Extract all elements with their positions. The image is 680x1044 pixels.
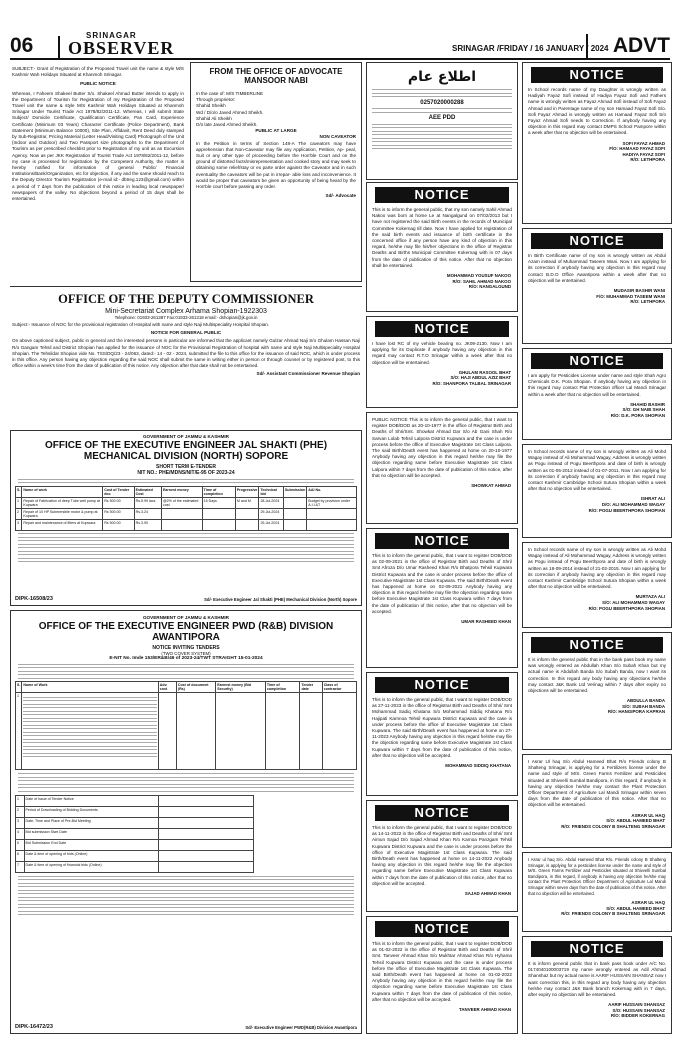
notice-signature: R/O: FRIENDS COLONY B SHALTENG SRINAGAR [561,823,665,829]
notice-body: In Birth Certificate name of my son is wrongly written as Abdul Azam instead of Muhammad Taseem Wani. Now I am applying for its correction if anybody having any objection in this regard may contact B.D.O Office Awantipora within a week after that no objection will be entertained. [528,253,666,283]
notice-heading: NOTICE [375,805,509,821]
notice-signature: R/O: SHANPORA TALBAL SRINAGAR [432,381,511,386]
notice-heading: NOTICE [531,233,663,249]
advocate-line: Shahid Ali Sheikh [196,115,232,121]
phe-tender [10,430,362,606]
notice-signature: F/O: HAMAAD FAYAZ SOFI [609,146,665,152]
phe-govt: GOVERNMENT OF JAMMU & KASHMIR [142,434,229,439]
phe-nit: NIT NO.: PHE/MDNS/NIT/E-95 OF 2023-24 [137,470,235,476]
table-header: AAI No. [307,486,357,497]
table-row: 1 [16,693,357,770]
table-header: Time of completion [265,682,300,693]
notice-school-sofi [522,62,672,224]
notice-heading: NOTICE [531,67,663,83]
notice-signature: TANVEER AHMAD KHAN [459,1007,511,1013]
phe-tender-type: SHORT TERM E-TENDER [156,464,216,470]
dc-notice [10,286,362,426]
table-row: 2 Repair of 10 HP Submersible motor & pump at Kupwara Rs 500.00 Rs.3.24 29-Jul-2024 [16,508,357,519]
notice-dob-khatana [366,672,518,796]
notice-signature: D/O: ALI MOHAMMAD WAGAY [601,502,665,508]
page-number: 06 [10,34,34,57]
table-header: S. [16,682,22,693]
urdu-tag: AEE PDD [428,115,456,121]
notice-signature: SOFI FAYAZ AHMAD [622,140,665,146]
table-header: Name of work [22,486,103,497]
dc-heading: NOTICE FOR GENERAL PUBLIC [150,330,222,336]
table-row: 3 Repair and maintenance of filters at Kupwara Rs 500.00 Rs.3.90 29-Jul-2024 [16,519,357,530]
notice-body: I Asrar ul haq S/o. Abdul Hameed Bhat R/o. Friends colony B Shalteng Srinagar, is applying for a pesticides license under the name and style of M/S. Green Farms Fertilizer and Pesticides situated at Shivvelli Sumbal Bandipora, in this regard, if anybody is having any objection he/she may contact the Plant Protection Officer Department of Agriculture Lal Mandi Srinagar within seven days from the date of publication of this notice. After that no objection will be entertained. [528,857,666,896]
notice-pesticide-shah [522,348,672,440]
notice-signature: SHOWKAT AHMAD [471,483,511,489]
pwd-tender [10,610,362,1034]
table-header: Earnest money [162,486,203,497]
advocate-line: Through proprietor: [196,97,236,103]
notice-birth-wani [522,228,672,344]
notice-signature: S/O: ABDUL HAMEED BHAT [606,818,665,824]
notice-signature: MOHAMMAD SIDDIQ KHATANA [445,763,511,769]
notice-dob-umar [366,528,518,668]
table-row: 3 Date, Time and Place of Pre-Bid Meeting [16,817,254,828]
notice-signature: R/O: POGU BEERTHPORA SHOPIAN [588,605,665,611]
notice-signature: ASRAR UL HAQ [631,900,665,906]
pwd-terms-lines [13,876,359,916]
pwd-notes-lines [13,773,359,792]
tourism-body: Whereas, I Faheem Shakeel Butter S/o. Shakeel Ahmad Butter intends to apply in the Department of Tourism for Registration of my Registration of the Proposed Travel unit the name & style M/S Kashmir Wah Holidays Situated at Khanmoh Srinagar Under Tourist Trade Act 1978/82/2011-12. Whereas, I will submit State Subject/ Domicile Certificate, Qualification Certificate, Pan Card, Experience Certificate (Minimum 03 Years) Character Certificate (Police Department), Bank Statement (Minimum Balance 10000), Site Plan, Affidavit, Rent Deed duly stamped by Sub-Registrar, Pricing Material (Letter Head/Visiting Card) Photograph of the Unit (Indoor and Outdoor) and Two Passport size photographs to the Department of Tourism as per prescribed checklist prior to Registration of my unit as an Excursion Agency. Now as per JKK Registration of Tourist Trade Act 1978/82/2011-12, before my case is processed for registration by the Competent Authority, the matter is hereby notified for information of general Public/ Financial Institutions/Bank/Organization, etc for objection, if any and the same should reach to the Deputy Director Tourism Registration (e-mail id:- dbtreg.123@gmail.com) within a period of 7 days from the publication of this notice in leading local newspaper/ newspapers of the valley. No objections beyond a period of 15 days shall be entertained. [12,90,184,202]
notice-signature: R/O: HANGIPORA KAPRAN [607,709,665,715]
notice-school-murtaza [522,542,672,628]
notice-dob-showkat [366,412,518,524]
notice-body: This is to inform the general public, that my son namely Sahil Ahmad Nakoo was born at home Le at Nangalgund on 07/02/2013 but I have not registered the said Birth events in the records of Municipal Committee Kokernag till date. Now I have applied for registration of the said birth events and issuance of birth certificate in the concerned office if any person have any kind of objection in this regard, he/she may file his/her objections in the office of Registrar Deaths and Births Municipal Committee Kokernag with in 07 days from the date of publication of this notice. After that no objection shall be entertained. [372,207,512,268]
notice-body: This is to inform the general public, that I want to register DOB/DOD as 14-11-2022 in the office of Registrar Birth and Deaths of Shri/ Smt Aimun Sajad D/o Sajad Ahmad Khan R/o Karnoa Panzgam Tehsil Kupwara District Kupwara and the case is under process before the office of Executive Magistrate 1st Class Kupwara. The said Birth/Death event has happened at home on 14-11-2022 Anybody having any objection in this regard he/she may file the objection regarding same before Executive Magistrate 1st Class Kupwara within 7 days from the date of publication of this notice, after that no objection will be accepted. [372,825,512,886]
advocate-notice [190,62,362,282]
notice-birth-nakoo [366,182,518,312]
notice-signature: MURTAZA ALI [635,594,665,600]
notice-signature: S/O: SUBAH BANDA [622,703,665,709]
notice-heading: NOTICE [375,321,509,337]
table-header: Cost of document (Rs) [176,682,215,693]
dc-body: On above captioned subject, public in general and the interested persons in particular are informed that the applicant namely Gulzar Ahmad Naji S/o Ghulam Hassan Naji R/o Gangam Tehsil and District Shopian has applied for the issuance of NOC for the Provisional Registration of hospital with name and style Naji Multispeciality Hospital Shopian. The Tehsildar Shopian vide No. TSS/DQ/23 - 24/063, dated:- 14 - 02 - 2024, submitted the file to this office for the issuance of said NOC, which is under process in this office. Any person having any objection regarding the said NOC shall submit the same in writing either in person or through counsel or by registered post, to this office within a week's time from the date of publication of this notice. Any objection after that date shall not be entertained. [12,338,360,369]
phe-title: OFFICE OF THE EXECUTIVE ENGINEER JAL SHAKTI (PHE) MECHANICAL DIVISION (NORTH) SOPORE [44,440,328,462]
notice-dob-sajad [366,800,518,912]
brand-city: SRINAGAR [86,31,137,40]
notice-body: PUBLIC NOTICE This is to inform the general public, that I want to register DOB/DOD as 20-10-1977 in the office of Registrar Birth and Deaths of Shri/Smt. Showkat Ahmad Dar S/o Ab Gani Shah R/o Sarvan Lolab Tehsil Lalpora District Kupwara and the case is under process before the office of Executive Magistrate 1st Class Lalpora. The said Birth/Death event has happened at home on 20-10-1977 Anybody having any objection in this regard he/she may file the objection regarding same before Executive Magistrate 1st Class Lalpora within 7 days from the date of publication of this notice, after that no objection will be accepted. [372,417,512,478]
table-header: Tender date [300,682,322,693]
table-row: 7 Date & time of opening of financial bids (Online) [16,861,254,872]
header-rule [10,58,670,60]
table-header: Earnest money (Bid Security) [216,682,266,693]
table-header: S. [16,486,22,497]
tourism-heading: PUBLIC NOTICE [80,81,116,87]
dc-signature: Sd/- Assistant Commissioner Revenue Shopian [256,371,360,377]
urdu-title: اطلاع عام [407,69,477,85]
pwd-table [15,681,357,770]
advocate-label: PUBLIC AT LARGE [255,128,297,134]
notice-heading: NOTICE [531,637,663,653]
notice-body: I am apply for Pesticides License under name and style Shah Agro Chemicals D.K. Pora Shopian. If anybody having any objection in this regard may contact Plat Protection officer Lal Mandi Srinagar within a week after that no objection will be entertained. [528,373,666,397]
urdu-text-lines [367,89,517,97]
table-header: Name of Work [22,682,158,693]
dc-title: OFFICE OF THE DEPUTY COMMISSIONER [58,292,314,306]
pwd-tender-type: NOTICE INVITING TENDERS [152,645,220,651]
notice-signature: ABDULLA BANDA [626,698,665,704]
dc-contact: Telephone: 01933-261387 Fax:01933-261318 email:- dshopian@jk.gov.in [114,315,258,320]
notice-signature: S/O: HUSSAIN SHANSAZ [612,1007,665,1013]
tourism-subject: SUBJECT:- Grant of Registration of the Proposed Travel unit the name & style M/S Kashmir Wah Holidays Situated at Khanmoh Srinagar. [12,66,184,78]
notice-signature: SAJAD AHMAD KHAN [464,891,511,897]
dc-subject: Subject:- Issuance of NOC for the provisional registration of Hospital with name and style Naji Multispeciality Hospital Shopian. [12,322,270,327]
notice-lost-rc [366,316,518,408]
dc-subtitle: Mini-Secretariat Complex Arhama Shopian-1922303 [105,308,267,315]
table-header: Cost of Tender doc [103,486,134,497]
urdu-text-lines-3 [367,124,517,150]
notice-bank-shansaz [522,936,672,1034]
notice-bank-banda [522,632,672,750]
urdu-phone: 0257020000288 [420,99,464,106]
notice-school-ishrat [522,444,672,538]
page-header [0,0,680,56]
table-row: 4 Bid submission Start Date [16,828,254,839]
notice-signature: GHULAM RASOOL BHAT [458,369,511,375]
advocate-line: Shahid Sheikh [196,103,226,109]
notice-signature: SHAHID BASHIR [630,401,665,407]
brand-logo: OBSERVER [68,38,175,58]
notice-body: It is inform general public that in bank pass book under A/C No. 0174040100003719 my name wrongly entered as Adil Ahmad Shanshaz but my actual name is AARIF HUSSAIN SHANSAZ now I want correction this, in this regard any body having any objection he/she may contact J&K Bank branch Kokernag with in 7 days, after expiry no objection will be entertained. [528,961,666,998]
pwd-dates-table [15,795,254,873]
pwd-signature: Sd/- Executive Engineer PWD(R&B) Division Awantipora [245,1025,357,1030]
notice-heading: NOTICE [531,353,663,369]
notice-body: I have lost RC of my vehicle bearing no. JK09-2130. Now I am applying for its Duplicate if anybody having any objection in this regard may contact R.T.O Srinagar within a week after that no objection will be entertained. [372,341,512,365]
advocate-signature: Sd/- Advocate [325,193,356,199]
advocate-title: FROM THE OFFICE OF ADVOCATE MANSOOR NABI [209,67,343,85]
phe-intro-lines [13,479,359,484]
notice-body: In School records name of my son is wrongly written as Ali Mohd Wagay instead of Ali Mohammad Wagay, Address is wrongly written as Pogu instead of Pogu Beerthpora and date of birth is wrongly written as 01-05-2012 instead of 01-07-2011. Now I am applying for its correction if anybody having any objection in this regard may contact Kashmir Cambridge School Sutura Shopian within a week after that no objection will be entertained. [528,449,666,492]
table-header: Submission [283,486,306,497]
notice-signature: ISHRAT ALI [640,496,665,502]
advocate-line: D/o late Javed Ahmed Sheikh. [196,122,258,128]
notice-signature: R/O: LETHPORA [630,157,665,163]
notice-heading: NOTICE [375,187,509,203]
notice-heading: NOTICE [531,941,663,957]
notice-body: In School records name of my Daughter is wrongly written as Hadiyah Fayaz Sofi instead of Hadiya Fayaz Sofi and Fathers name is wrongly written as Fayaz Ahmad Sofi instead of Sofi Fayaz Ahmad and in Parentage name of my son Hamaad Fayaz Sofi S/o. Sofi Fayaz Ahmad is wrongly written as Hamaad Fayaz Sofi S/o Fayaz Ahmad Sofi needs to Correction. If anybody having any objection in this regard may contact DMPS School Pampore within a week after that no objection will be entertained. [528,87,666,136]
urdu-text-lines-2 [367,108,517,113]
notice-signature: S/O: GH NABI SHAH [622,407,665,413]
notice-signature: R/O: LETHPORA [630,299,665,305]
pwd-govt: GOVERNMENT OF JAMMU & KASHMIR [142,615,229,620]
notice-signature: F/O: MUHAMMAD TASEEM WANI [596,293,665,299]
notice-body: This is to inform the general public, that I want to register DOB/DOD as 27-11-2023 in the office of Registrar Birth and Deaths of Shri/ Smt Mohammad Sadiq Khatana S/o Mohammad Siddiq Khatana R/o Hajipati Karnnoa Tehsil Kupwara District Kupwara and the case is under process before the office of Executive Magistrate 1st Class Kupwara. The said Birth/Death event has happened at home on 27-11-2023 Anybody having any objection in this regard he/she may file the objection regarding same before Executive Magistrate 1st Class Kupwara within 7 days from the date of publication of this notice, after that no objection will be accepted. [372,697,512,758]
notice-body: In School records name of my son is wrongly written as Ali Mohd Wagay instead of Ali Mohammad Wagay, Address is wrongly written as Pogu instead of Pogu Beerthpora and date of birth is wrongly written as 18-09-2014 instead of 21-02-2015. Now I am applying for its correction if anybody having any objection in this regard may contact Kashmir Cambridge School Sutura Shopian within a week after that no objection will be entertained. [528,547,666,590]
notice-pesticide-asrar [522,852,672,932]
notice-signature: HADIYA FAYAZ SOFI [622,151,665,157]
notice-dob-tanveer [366,916,518,1034]
notice-body: It is inform the general public that in the bank pass book my name was wrongly entered as Abdullah Khan S/o Subah Khan but my actual name is Abdullah Banda S/o Subah Banda, now I want its correction. In this regard any body having any objections he/she may contact J&K Bank Ltd Verinag within 7 days after expiry no objections will be entertained. [528,657,666,694]
notice-body: This is to inform the general public, that I want to register DOB/DOD as 01-02-2022 in the office of Registrar Birth and Deaths of Shri/ Smt. Tanveer Ahmad Khan S/o Mukhtar Ahmad Khan R/o Hyhama Tehsil Kupwara District Kupwara and the case is under process before the office of Executive Magistrate 1st Class Kupwara. The said Birth/Death event has happened at home on 01-02-2022 Anybody having any objection in this regard he/she may file the objection regarding same before Executive Magistrate 1st Class Kupwara within 7 days from the date of publication of this notice, after that no objection will be accepted. [372,941,512,1002]
table-header: Technical bid [259,486,283,497]
notice-signature: R/O: POGU BEERTHPORA SHOPIAN [588,507,665,513]
notice-fertilizer-asrar [522,754,672,848]
advocate-body: In the Petition in terms of Section 148-A The caveators may have apprehension that Non-Caveator may file any Application, Petition, Ap- peal, Suit or any other type of proceeding before the Hon'ble Court and on the ground of distorted facts/misrepresentation and cooked story and may seek to obtaining some relief/stay or ex parte order against the Caveator and in such eventuality the caveators will be put in irrepar- able loss and inconvenience. It would be proper that caveators be given an opportunity of being heard by the Hon'ble court before passing any order. [196,140,356,190]
notice-signature: S/O: ALI MOHAMMAD WAGAY [602,600,665,606]
table-row: 1 Date of Issue of Tender Notice [16,795,254,806]
notice-signature: AARIF HUSSAIN SHANSAZ [608,1002,665,1008]
phe-signature: Sd/- Executive Engineer Jal Shakti (PHE) Mechanical Division (North) Sopore [204,597,357,602]
header-divider [58,36,60,58]
phe-dipk: DIPK-16508/23 [15,596,53,602]
phe-terms-lines [13,533,359,562]
table-row: 6 Date & time of opening of bids (Online) [16,850,254,861]
notice-signature: UMAR RASHEED KHAN [461,619,511,625]
pwd-tender-system: (TWO COVER SYSTEM) [161,651,211,656]
notice-signature: R/O: BIDDER KOKERNAG [610,1013,665,1019]
advocate-line: In the case of: M/S TIMBERLINE [196,91,264,96]
notice-signature: R/O: SAHIL AHMAD NAKOO [452,278,511,284]
notice-body: I Asrar Ul haq S/o Abdul Hameed Bhat R/o Friends colony B Shalteng Srinagar, is applying for a Fertilizers license under the name and style of M/S. Green Farms Fertilizer and Pesticides situated at Shivvelli Sumbal Bandipora, in this regard, if anybody is having any objection he/she may contact the Plant Protection Officer Department of Agriculture Lal Mandi Srinagar within seven days from the date of publication of this notice. After that no objection will be entertained. [528,759,666,808]
notice-signature: R/O: NANGALGUND [468,284,511,290]
notice-signature: MUDASIR BASHIR WANI [613,288,665,294]
table-header: Adv. cost [158,682,176,693]
table-row: 5 Bid Submission End Date [16,839,254,850]
notice-signature: R/O: D.K. PORA SHOPIAN [610,413,665,418]
pwd-title: OFFICE OF THE EXECUTIVE ENGINEER PWD (R&B) DIVISION AWANTIPORA [38,621,334,643]
pwd-dipk: DIPK-16472/23 [15,1024,53,1030]
advocate-label-2: NON CAVEATOR [319,134,356,140]
notice-heading: NOTICE [375,921,509,937]
notice-signature: MOHAMMAD YOUSUF NAKOO [446,273,511,279]
pwd-nit: E-NIT No. Imde 153/ER&B/46 of 2023-24/TWT STRAIGHT 15-01-2024 [109,656,263,661]
notice-body: This is to inform the general public, that I want to register DOB/DOD as 02-09-2021 in the office of Registrar Birth and Deaths of Shri/ Smt Afroza D/o Umar Rasheed Khan R/o Bhatpora Tehsil Kupwara District Kupwara and the case is under process before the office of Executive Magistrate 1st Class Kupwara. The said Birth/Death event has happened at home on 02-09-2021 Anybody having any objection in this regard he/she may file the objection regarding same before Executive Magistrate 1st Class Kupwara within 7 days from the date of publication of this notice, after that no objection will be accepted. [372,553,512,614]
notice-signature: S/O: ABDUL HAMEED BHAT [606,905,665,911]
table-header: Time of completion [202,486,235,497]
dateline: SRINAGAR /FRIDAY / 16 JANUARY / 2024 [452,44,609,53]
table-header: Class of contractor [322,682,356,693]
pwd-intro-lines [13,664,359,679]
urdu-notice [366,62,518,180]
phe-table [15,486,357,531]
section-label: ADVT [586,34,670,58]
notice-signature: ASRAR UL HAQ [631,812,665,818]
table-header: Progressive [235,486,259,497]
notice-heading: NOTICE [375,533,509,549]
table-header: Estimated Cost [134,486,161,497]
table-row: 1 Repair of Fabrication of deep Tube well pump at Kupwara Rs 500.00 Rs.5.99 lacs @2% of the estimated cost 15 Days M and M 28-Jul-2024 Budget by provision under A.I.I.&T [16,497,357,508]
notice-signature: R/O: FRIENDS COLONY B SHALTENG SRINAGAR [561,911,665,917]
advocate-line: Wd / D/o/o Javed Ahmed Sheikh. [196,109,264,115]
notice-signature: S/O: HAJI ABDUL AZIZ BHAT [450,375,511,381]
notice-heading: NOTICE [375,677,509,693]
tourism-notice [10,62,186,268]
table-row: 2 Period of Downloading of Bidding Documents [16,806,254,817]
